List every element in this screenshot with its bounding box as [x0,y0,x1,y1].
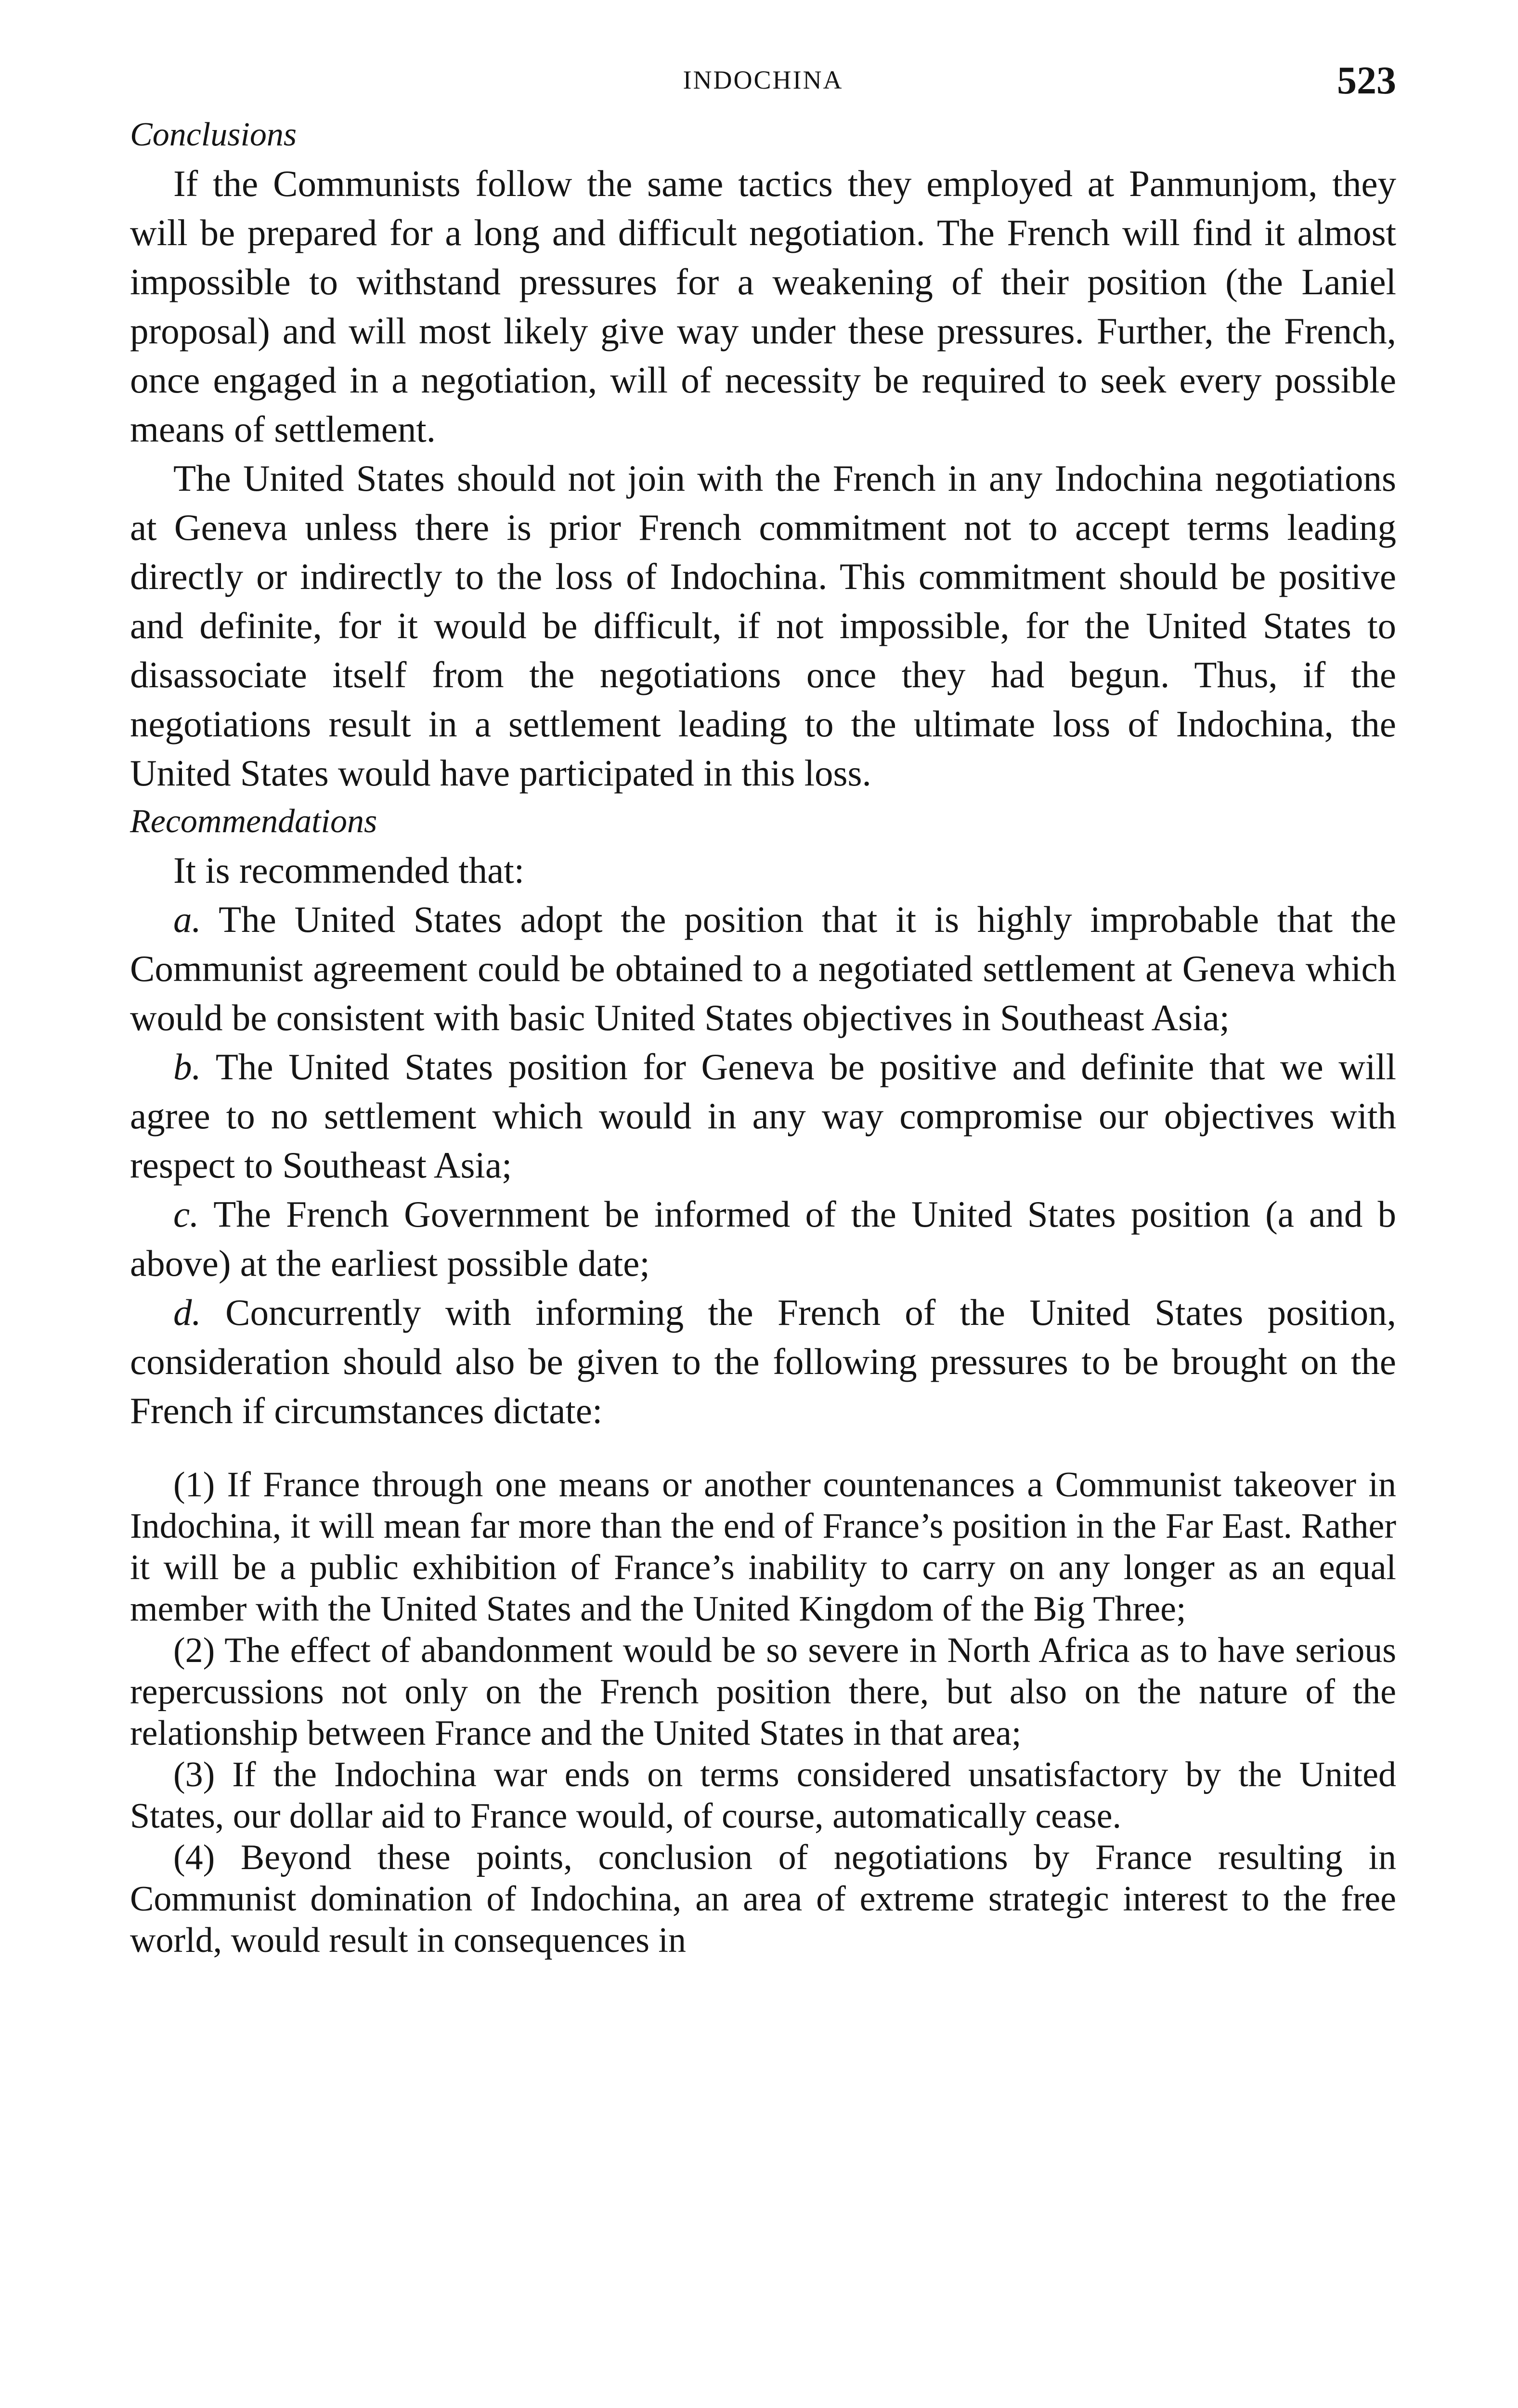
conclusions-section [130,111,1396,798]
recommendation-text: The United States adopt the position that it is highly improbable that the Communist agreement could be obtained to a negotiated settlement at Geneva which would be consistent with basic United States objectives in Southeast Asia; [130,899,1396,1038]
recommendation-item [130,1190,1396,1288]
recommendation-item [130,1288,1396,1435]
pressure-item: (1) If France through one means or another countenances a Communist takeover in Indochina, it will mean far more than the end of France’s position in the Far East. Rather it will be a public exhibition of France’s inability to carry on any longer as an equal member with the United States and the United Kingdom of the Big Three; [130,1465,1396,1629]
recommendation-letter: a. [173,899,201,940]
running-title: INDOCHINA [683,65,843,94]
recommendation-item [130,1042,1396,1190]
recommendation-letter: c. [173,1193,199,1235]
recommendation-item [130,895,1396,1042]
recommendations-section [130,798,1396,1435]
document-page [130,48,1396,1961]
body-paragraph: The United States should not join with the French in any Indochina negotiations at Geneva unless there is prior French commitment not to accept terms leading directly or indirectly to the loss of Indochina. This commitment should be positive and definite, for it would be difficult, if not impossible, for the United States to disassociate itself from the negotiations once they had begun. Thus, if the negotiations result in a settlement leading to the ultimate loss of Indochina, the United States would have participated in this loss. [130,458,1396,794]
body-paragraph: If the Communists follow the same tactics they employed at Panmunjom, they will be prepared for a long and difficult negotiation. The French will find it almost impossible to withstand pressures for a weakening of their position (the Laniel proposal) and will most likely give way under these pressures. Further, the French, once engaged in a negotiation, will of necessity be required to seek every possible means of settlement. [130,163,1396,450]
recommendation-text: The United States position for Geneva be positive and definite that we will agree to no settlement which would in any way compromise our objectives with respect to Southeast Asia; [130,1046,1396,1186]
page-number: 523 [1337,58,1396,102]
recommendations-heading: Recommendations [130,803,377,840]
pressure-item: (4) Beyond these points, conclusion of negotiations by France resulting in Communist domination of Indochina, an area of extreme strategic interest to the free world, would result in consequences in [130,1838,1396,1960]
recommendations-intro: It is recommended that: [173,850,525,891]
conclusions-heading: Conclusions [130,116,297,153]
recommendation-text: Concurrently with informing the French of the United States position, consideration should also be given to the following pressures to be brought on the French if circumstances dictate: [130,1292,1396,1431]
recommendation-letter: d. [173,1292,201,1333]
recommendation-text: The French Government be informed of the United States position (a and b above) at the earliest possible date; [130,1193,1397,1284]
pressure-item: (3) If the Indochina war ends on terms considered unsatisfactory by the United States, our dollar aid to France would, of course, automatically cease. [130,1755,1396,1836]
section-gap [130,1435,1396,1464]
pressures-list [130,1464,1396,1961]
pressure-item: (2) The effect of abandonment would be so severe in North Africa as to have serious repercussions not only on the French position there, but also on the nature of the relationship between France and the United States in that area; [130,1631,1396,1753]
page-header [130,48,1396,111]
recommendation-letter: b. [173,1046,201,1087]
